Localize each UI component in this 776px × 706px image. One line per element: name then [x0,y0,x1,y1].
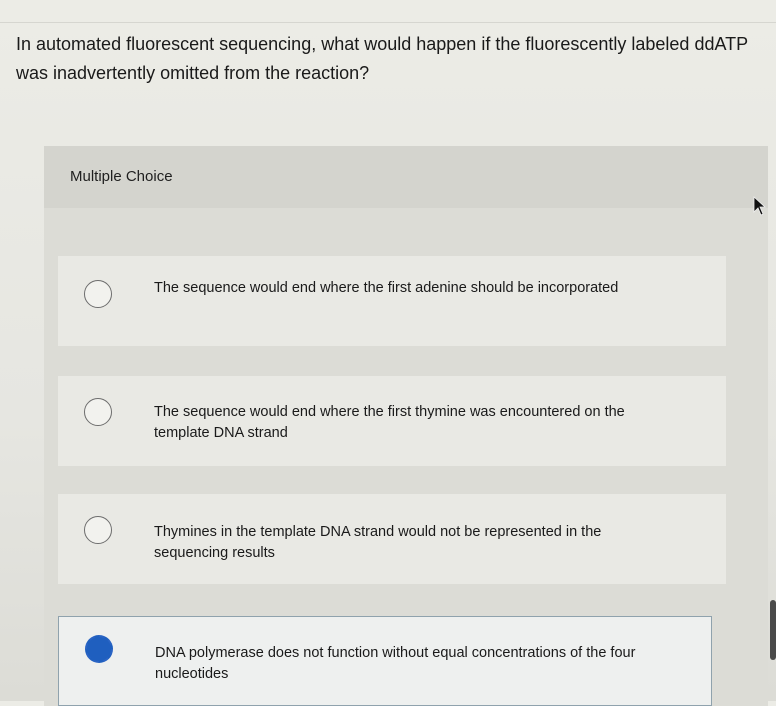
top-divider [0,22,776,23]
answer-option-1[interactable] [58,256,726,346]
radio-button-option-1[interactable] [84,280,112,308]
mouse-pointer-icon [752,196,766,216]
radio-button-option-2[interactable] [84,398,112,426]
radio-button-option-4-checked[interactable] [85,635,113,663]
panel-header [44,146,768,208]
question-type-label: Multiple Choice [70,168,173,185]
question-text: In automated fluorescent sequencing, what would happen if the fluorescently labeled ddATP was inadvertently omitted from the reaction? [16,34,748,83]
radio-button-option-3[interactable] [84,516,112,544]
answer-option-1-text: The sequence would end where the first adenine should be incorporated [154,280,619,296]
page-scrollbar[interactable] [770,600,776,660]
answer-option-4-text: DNA polymerase does not function without equal concentrations of the four nucleotides [155,645,636,682]
answer-option-3[interactable] [58,494,726,584]
answer-option-2[interactable] [58,376,726,466]
answer-option-2-text: The sequence would end where the first thymine was encountered on the template DNA strand [154,404,625,441]
answer-option-3-text: Thymines in the template DNA strand would not be represented in the sequencing results [154,524,602,561]
answer-option-4-selected[interactable] [58,616,712,706]
